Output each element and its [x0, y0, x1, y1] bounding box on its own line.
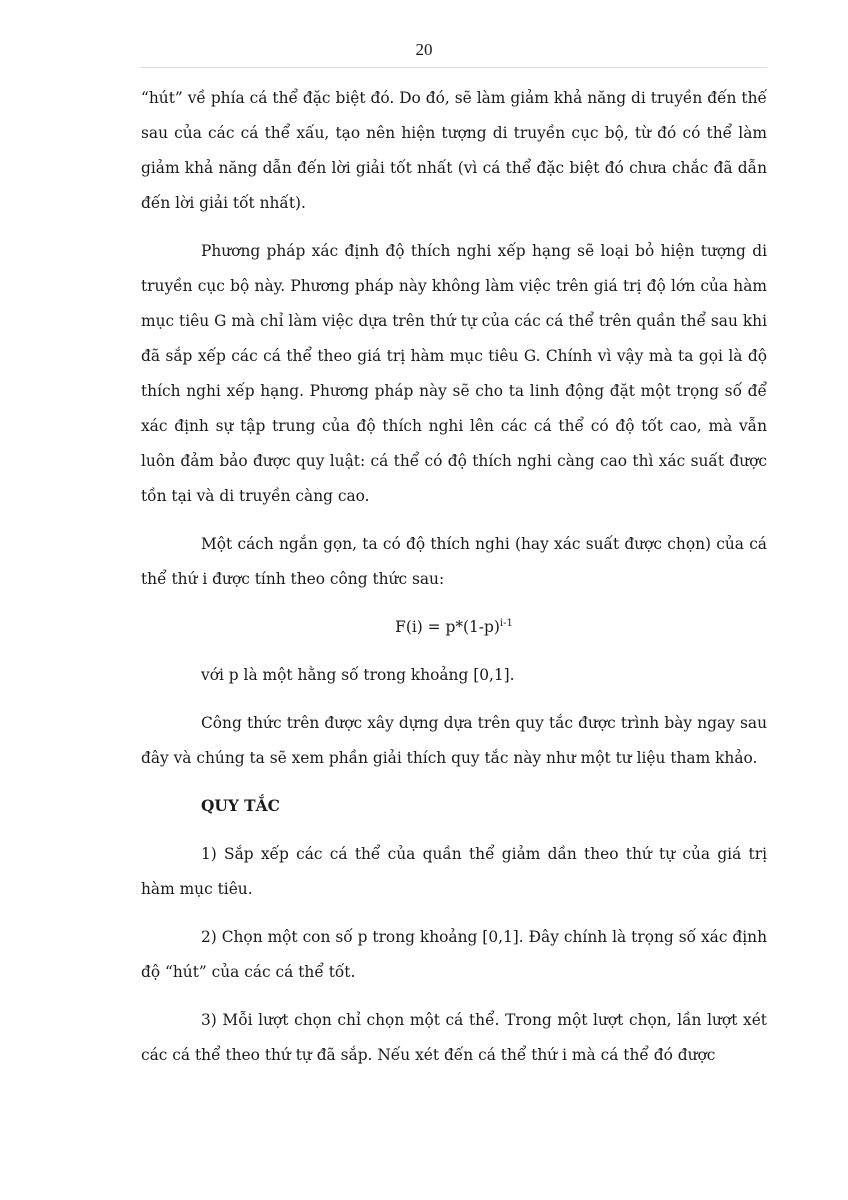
section-heading-rules: QUY TẮC [201, 797, 280, 815]
paragraph-continuation: “hút” về phía cá thể đặc biệt đó. Do đó, sẽ làm giảm khả năng di truyền đến thế sau của các cá thể xấu, tạo nên hiện tượng di truyền cục bộ, từ đó có thể làm giảm khả năng dẫn đến lời giải tốt nhất (vì cá thể đặc biệt đó chưa chắc đã dẫn đến lời giải tốt nhất). [141, 89, 767, 212]
page-body [141, 81, 767, 1073]
header-rule [141, 67, 767, 68]
paragraph-constant-p: với p là một hằng số trong khoảng [0,1]. [201, 666, 515, 684]
formula-exponent: i-1 [499, 618, 513, 629]
paragraph-rule-intro: Công thức trên được xây dựng dựa trên quy tắc được trình bày ngay sau đây và chúng ta sẽ xem phần giải thích quy tắc này như một tư liệu tham khảo. [141, 714, 767, 767]
formula-base: F(i) = p*(1-p) [395, 618, 500, 636]
page-number: 20 [415, 40, 433, 59]
rule-item-1: 1) Sắp xếp các cá thể của quần thể giảm dần theo thứ tự của giá trị hàm mục tiêu. [141, 845, 767, 898]
paragraph-formula-intro: Một cách ngắn gọn, ta có độ thích nghi (hay xác suất được chọn) của cá thể thứ i được tính theo công thức sau: [141, 535, 767, 588]
fitness-formula [141, 610, 767, 645]
paragraph-rank-fitness: Phương pháp xác định độ thích nghi xếp hạng sẽ loại bỏ hiện tượng di truyền cục bộ này. Phương pháp này không làm việc trên giá trị độ lớn của hàm mục tiêu G mà chỉ làm việc dựa trên thứ tự của các cá thể trên quần thể sau khi đã sắp xếp các cá thể theo giá trị hàm mục tiêu G. Chính vì vậy mà ta gọi là độ thích nghi xếp hạng. Phương pháp này sẽ cho ta linh động đặt một trọng số để xác định sự tập trung của độ thích nghi lên các cá thể có độ tốt cao, mà vẫn luôn đảm bảo được quy luật: cá thể có độ thích nghi càng cao thì xác suất được tồn tại và di truyền càng cao. [141, 242, 767, 505]
rule-item-3: 3) Mỗi lượt chọn chỉ chọn một cá thể. Trong một lượt chọn, lần lượt xét các cá thể theo thứ tự đã sắp. Nếu xét đến cá thể thứ i mà cá thể đó được [141, 1011, 767, 1064]
rule-item-2: 2) Chọn một con số p trong khoảng [0,1]. Đây chính là trọng số xác định độ “hút” của các cá thể tốt. [141, 928, 767, 981]
